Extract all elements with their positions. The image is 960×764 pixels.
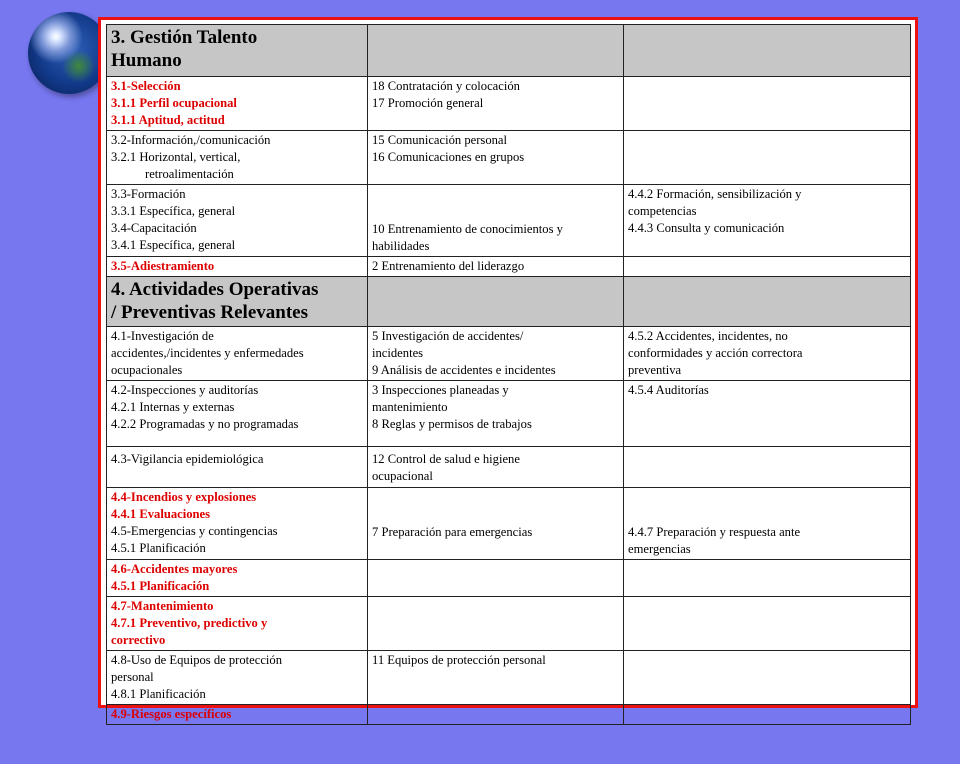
cell-line: 5 Investigación de accidentes/ [372, 329, 524, 343]
table-row [107, 488, 911, 560]
cell-line: 4.4.1 Evaluaciones [111, 507, 211, 521]
cell-line: 4.5.2 Accidentes, incidentes, no [628, 329, 788, 343]
cell-line: conformidades y acción correctora [628, 346, 803, 360]
standard-cell [624, 381, 911, 447]
cell-line: correctivo [111, 633, 166, 647]
cell-line: 4.5.4 Auditorías [628, 383, 709, 397]
element-cell [368, 705, 624, 725]
standard-cell [624, 447, 911, 488]
element-cell [368, 651, 624, 705]
cell-line: 3.3-Formación [111, 187, 186, 201]
section-title-line: 3. Gestión Talento [111, 27, 258, 48]
section-title-line: Humano [111, 50, 182, 71]
standard-cell [624, 77, 911, 131]
cell-line: mantenimiento [372, 400, 448, 414]
cell-line: 2 Entrenamiento del liderazgo [372, 259, 525, 273]
table-row [107, 651, 911, 705]
cell-line: 4.2.1 Internas y externas [111, 400, 235, 414]
cell-line: accidentes,/incidentes y enfermedades [111, 346, 304, 360]
element-cell [368, 327, 624, 381]
standard-cell [624, 560, 911, 597]
standard-cell [624, 131, 911, 185]
section-cell-empty [624, 25, 911, 77]
cell-line: 10 Entrenamiento de conocimientos y [372, 222, 563, 236]
cell-line: 15 Comunicación personal [372, 133, 508, 147]
cell-line: ocupacional [372, 469, 433, 483]
section-title [107, 277, 368, 327]
subsystem-cell [107, 651, 368, 705]
element-cell [368, 447, 624, 488]
subsystem-cell [107, 185, 368, 257]
standard-cell [624, 705, 911, 725]
cell-line: 4.7-Mantenimiento [111, 599, 214, 613]
cell-line: incidentes [372, 346, 424, 360]
section-title-line: / Preventivas Relevantes [111, 302, 308, 323]
cell-line: 3.1.1 Aptitud, actitud [111, 113, 225, 127]
table-row [107, 447, 911, 488]
cell-line: 4.3-Vigilancia epidemiológica [111, 452, 264, 466]
table-row [107, 131, 911, 185]
standard-cell [624, 257, 911, 277]
cell-line: 4.4.3 Consulta y comunicación [628, 221, 785, 235]
subsystem-cell [107, 488, 368, 560]
table-row [107, 381, 911, 447]
table-row [107, 705, 911, 725]
table-row [107, 185, 911, 257]
cell-line: 12 Control de salud e higiene [372, 452, 520, 466]
cell-line: 3.4.1 Específica, general [111, 238, 236, 252]
cell-line: 3.4-Capacitación [111, 221, 197, 235]
cell-line: 4.6-Accidentes mayores [111, 562, 238, 576]
section-cell-empty [624, 277, 911, 327]
table-row [107, 597, 911, 651]
cell-line: 18 Contratación y colocación [372, 79, 520, 93]
cell-line: 8 Reglas y permisos de trabajos [372, 417, 532, 431]
subsystem-cell [107, 597, 368, 651]
cell-line: 17 Promoción general [372, 96, 484, 110]
subsystem-cell [107, 327, 368, 381]
element-cell [368, 381, 624, 447]
cell-line: 3.1.1 Perfil ocupacional [111, 96, 237, 110]
section-title [107, 25, 368, 77]
standard-cell [624, 597, 911, 651]
cell-line: 4.5.1 Planificación [111, 541, 206, 555]
cell-line: 4.9-Riesgos específicos [111, 707, 232, 721]
cell-line: 11 Equipos de protección personal [372, 653, 546, 667]
cell-line: 3.3.1 Específica, general [111, 204, 236, 218]
cell-line: 4.8-Uso de Equipos de protección [111, 653, 283, 667]
table-row [107, 257, 911, 277]
cell-line: competencias [628, 204, 697, 218]
standard-cell [624, 327, 911, 381]
cell-line: habilidades [372, 239, 430, 253]
cell-line: 4.8.1 Planificación [111, 687, 206, 701]
subsystem-cell [107, 77, 368, 131]
cell-line: 3.1-Selección [111, 79, 181, 93]
element-cell [368, 77, 624, 131]
element-cell [368, 131, 624, 185]
cell-line: 4.4.7 Preparación y respuesta ante [628, 525, 801, 539]
cell-line: 4.4.2 Formación, sensibilización y [628, 187, 802, 201]
management-table [106, 24, 911, 725]
cell-line: 4.2-Inspecciones y auditorías [111, 383, 259, 397]
element-cell [368, 257, 624, 277]
cell-line: 4.4-Incendios y explosiones [111, 490, 257, 504]
cell-line: 4.5-Emergencias y contingencias [111, 524, 278, 538]
cell-line: 4.5.1 Planificación [111, 579, 210, 593]
element-cell [368, 560, 624, 597]
cell-line: 4.2.2 Programadas y no programadas [111, 417, 299, 431]
section-header [107, 25, 911, 77]
element-cell [368, 597, 624, 651]
subsystem-cell [107, 131, 368, 185]
cell-line: retroalimentación [145, 167, 234, 181]
element-cell [368, 185, 624, 257]
cell-line: ocupacionales [111, 363, 183, 377]
cell-line: 4.1-Investigación de [111, 329, 214, 343]
subsystem-cell [107, 447, 368, 488]
standard-cell [624, 651, 911, 705]
cell-line: 3.2-Información,/comunicación [111, 133, 271, 147]
section-cell-empty [368, 25, 624, 77]
cell-line: preventiva [628, 363, 682, 377]
element-cell [368, 488, 624, 560]
section-cell-empty [368, 277, 624, 327]
subsystem-cell [107, 381, 368, 447]
cell-line: 3.5-Adiestramiento [111, 259, 215, 273]
cell-line: 4.7.1 Preventivo, predictivo y [111, 616, 268, 630]
subsystem-cell [107, 705, 368, 725]
cell-line: 3.2.1 Horizontal, vertical, [111, 150, 241, 164]
subsystem-cell [107, 560, 368, 597]
cell-line: 3 Inspecciones planeadas y [372, 383, 509, 397]
table-row [107, 77, 911, 131]
table-row [107, 327, 911, 381]
cell-line: personal [111, 670, 154, 684]
cell-line: emergencias [628, 542, 691, 556]
table-row [107, 560, 911, 597]
cell-line: 7 Preparación para emergencias [372, 525, 533, 539]
document-frame [98, 17, 918, 721]
standard-cell [624, 488, 911, 560]
standard-cell [624, 185, 911, 257]
subsystem-cell [107, 257, 368, 277]
cell-line: 9 Análisis de accidentes e incidentes [372, 363, 556, 377]
section-header [107, 277, 911, 327]
cell-line: 16 Comunicaciones en grupos [372, 150, 525, 164]
section-title-line: 4. Actividades Operativas [111, 279, 319, 300]
